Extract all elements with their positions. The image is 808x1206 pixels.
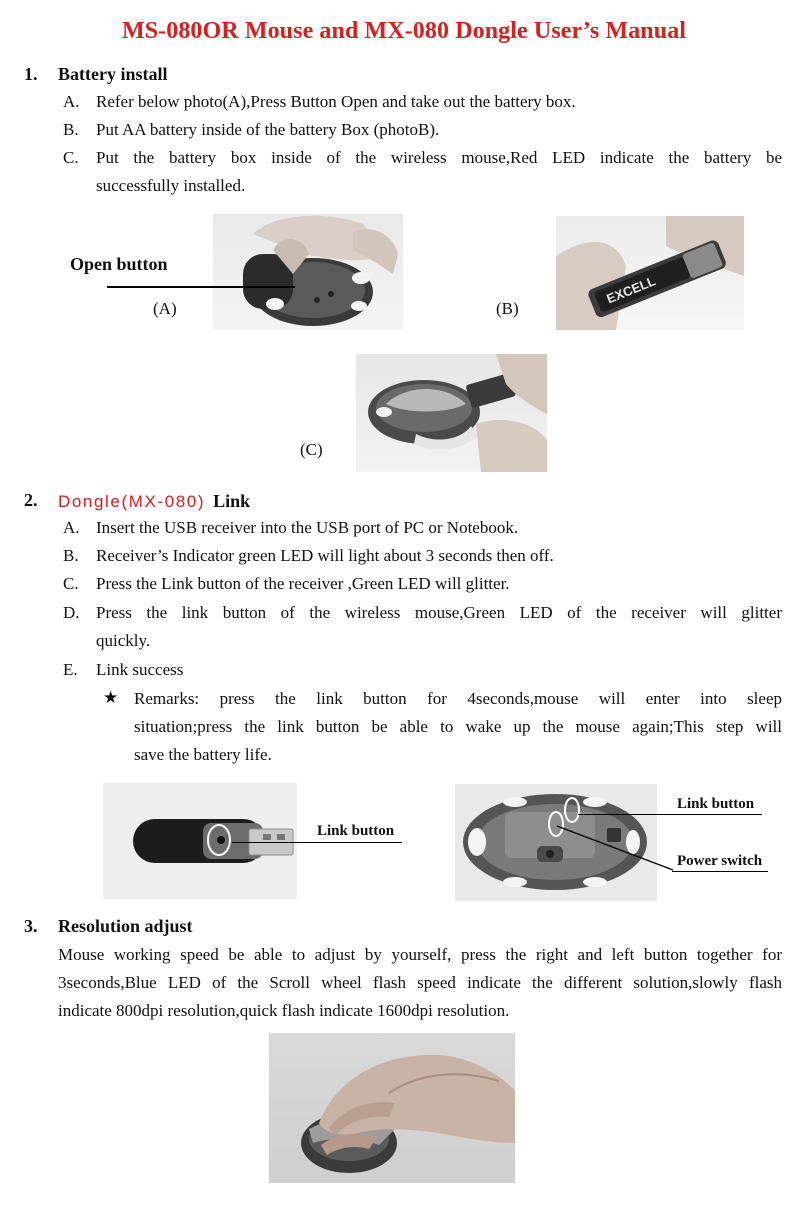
section-2-title-red: Dongle(MX-080) [58, 492, 206, 511]
section-2-title-rest: Link [213, 491, 251, 511]
item-2a-letter: A. [63, 518, 80, 537]
caption-a: (A) [153, 299, 177, 318]
power-switch-pointer-line [555, 824, 680, 874]
section-2-number: 2. [24, 490, 38, 510]
photo-c-mouse-battery [356, 354, 547, 472]
item-2d-line2: quickly. [96, 631, 151, 650]
section-1-title: Battery install [58, 64, 168, 84]
photo-b-battery [556, 216, 744, 330]
link-button-label-dongle: Link button [317, 823, 395, 839]
section-3-title: Resolution adjust [58, 916, 193, 936]
caption-c: (C) [300, 440, 323, 459]
item-2a-text: Insert the USB receiver into the USB port of PC or Notebook. [96, 518, 519, 537]
open-button-pointer-line [107, 286, 295, 288]
section-3-line3: indicate 800dpi resolution,quick flash indicate 1600dpi resolution. [58, 1001, 510, 1020]
item-1a-letter: A. [63, 92, 80, 111]
item-1a-text: Refer below photo(A),Press Button Open and take out the battery box. [96, 92, 576, 111]
remarks-line1: Remarks: press the link button for 4seconds,mouse will enter into sleep [134, 689, 782, 708]
item-1c-line1: Put the battery box inside of the wireless mouse,Red LED indicate the battery be [96, 148, 782, 167]
item-2b-text: Receiver’s Indicator green LED will light about 3 seconds then off. [96, 546, 554, 565]
item-2c-text: Press the Link button of the receiver ,Green LED will glitter. [96, 574, 510, 593]
power-switch-label: Power switch [677, 853, 763, 869]
photo-dongle [103, 783, 297, 899]
item-2b-letter: B. [63, 546, 79, 565]
item-1b-text: Put AA battery inside of the battery Box (photoB). [96, 120, 440, 139]
section-3-line1: Mouse working speed be able to adjust by yourself, press the right and left button together for [58, 945, 782, 964]
remarks-star-icon: ★ [103, 688, 119, 707]
item-2d-line1: Press the link button of the wireless mouse,Green LED of the receiver will glitter [96, 603, 782, 622]
section-3-number: 3. [24, 916, 38, 936]
item-2e-text: Link success [96, 660, 184, 679]
item-2e-letter: E. [63, 660, 78, 679]
battery-brand: EXCELL [604, 273, 658, 307]
open-button-label: Open button [70, 254, 168, 274]
item-2d-letter: D. [63, 603, 80, 622]
item-1c-line2: successfully installed. [96, 176, 246, 195]
item-1c-letter: C. [63, 148, 79, 167]
photo-a-mouse-open [213, 214, 403, 330]
item-1b-letter: B. [63, 120, 79, 139]
link-button-pointer-line-dongle [232, 842, 402, 843]
page-title: MS-080OR Mouse and MX-080 Dongle User’s Manual [121, 18, 687, 44]
remarks-line2: situation;press the link button be able to wake up the mouse again;This step will [134, 717, 782, 736]
link-button-label-mouse: Link button [677, 796, 755, 812]
power-switch-underline [672, 871, 768, 872]
section-3-line2: 3seconds,Blue LED of the Scroll wheel flash speed indicate the different solution,slowly flash [58, 973, 782, 992]
section-1-number: 1. [24, 64, 38, 84]
remarks-line3: save the battery life. [134, 745, 272, 764]
section-2-title [58, 491, 250, 512]
item-2c-letter: C. [63, 574, 79, 593]
caption-b: (B) [496, 299, 519, 318]
link-button-pointer-line-mouse [578, 814, 762, 815]
photo-hand-on-mouse [269, 1033, 515, 1183]
